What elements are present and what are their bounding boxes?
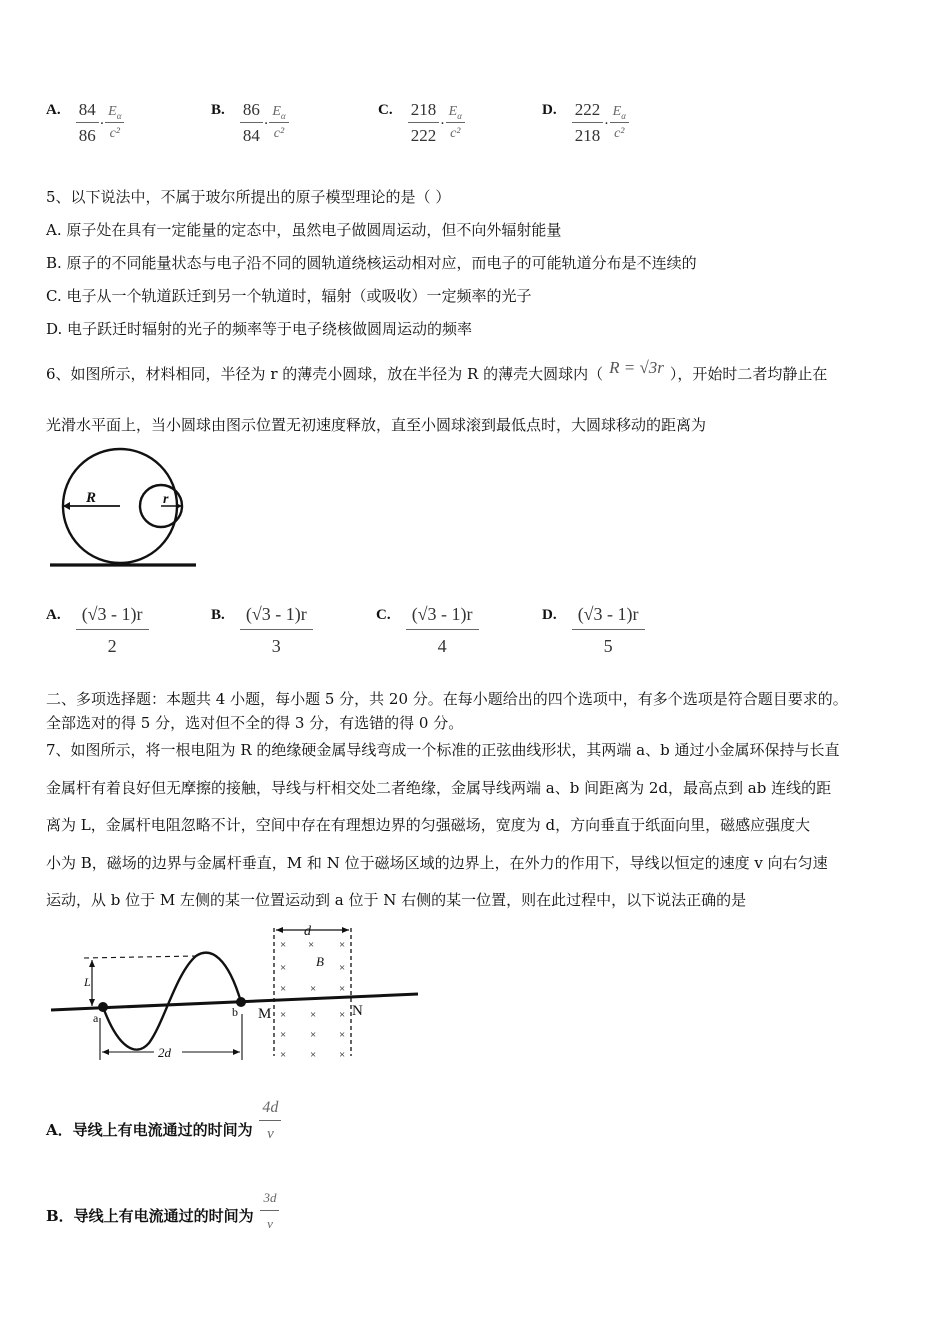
cross-mark: × bbox=[339, 1049, 346, 1061]
q5-option-b[interactable]: B. 原子的不同能量状态与电子沿不同的圆轨道绕核运动相对应，而电子的可能轨道分布是不连续的 bbox=[46, 254, 697, 272]
option-fraction: $\frac{(√3 - 1)r}{3}$ bbox=[240, 604, 313, 657]
q4-option[interactable]: D. $\frac{222}{218}$ · $\frac{E_\alpha}{\text{c²}}$ bbox=[542, 100, 629, 146]
section2-line1: 二、多项选择题：本题共 4 小题，每小题 5 分，共 20 分。在每小题给出的四个选项中，有多个选项是符合题目要求的。 bbox=[46, 690, 848, 708]
option-letter: D. bbox=[542, 101, 557, 118]
energy-fraction: $\frac{E_\alpha}{\text{c²}}$ bbox=[446, 104, 465, 143]
label-B: B bbox=[316, 954, 324, 969]
cross-mark: × bbox=[310, 983, 317, 995]
q6-option[interactable]: D. $\frac{(√3 - 1)r}{5}$ bbox=[542, 604, 645, 657]
q7-stem-line: 离为 L，金属杆电阻忽略不计，空间中存在有理想边界的匀强磁场，宽度为 d，方向垂直于纸面向里，磁感应强度大 bbox=[46, 816, 811, 834]
label-r: r bbox=[163, 492, 169, 507]
energy-fraction: $\frac{E_\alpha}{\text{c²}}$ bbox=[610, 104, 629, 143]
ring-a bbox=[98, 1002, 108, 1012]
q7-sine-wire-figure bbox=[46, 918, 426, 1068]
mass-ratio: $\frac{86}{84}$ bbox=[240, 100, 263, 146]
cross-mark: × bbox=[280, 1029, 287, 1041]
cross-mark: × bbox=[310, 1029, 317, 1041]
q5-option-c[interactable]: C. 电子从一个轨道跃迁到另一个轨道时，辐射（或吸收）一定频率的光子 bbox=[46, 287, 532, 305]
time-fraction: $\frac{4d}{v}$ bbox=[259, 1098, 281, 1144]
label-2d: 2d bbox=[158, 1045, 171, 1060]
label-b: b bbox=[232, 1005, 238, 1019]
q4-options bbox=[46, 100, 746, 152]
label-M: M bbox=[258, 1006, 272, 1022]
q7-stem-line: 小为 B，磁场的边界与金属杆垂直，M 和 N 位于磁场区域的边界上，在外力的作用下，导线以恒定的速度 v 向右匀速 bbox=[46, 854, 828, 872]
label-R: R bbox=[86, 490, 97, 506]
q7-stem-line: 运动，从 b 位于 M 左侧的某一位置运动到 a 位于 N 右侧的某一位置，则在此过程中，以下说法正确的是 bbox=[46, 891, 747, 909]
section2-line2: 全部选对的得 5 分，选对但不全的得 3 分，有选错的得 0 分。 bbox=[46, 714, 464, 732]
q6-option[interactable]: B. $\frac{(√3 - 1)r}{3}$ bbox=[211, 604, 313, 657]
q6-stem-line2: 光滑水平面上，当小圆球由图示位置无初速度释放，直至小圆球滚到最低点时，大圆球移动的距离为 bbox=[46, 416, 707, 434]
cross-mark: × bbox=[339, 939, 346, 951]
cross-mark: × bbox=[308, 939, 315, 951]
q6-option[interactable]: A. $\frac{(√3 - 1)r}{2}$ bbox=[46, 604, 149, 657]
amplitude-top-dashed bbox=[84, 956, 196, 958]
label-a: a bbox=[93, 1011, 99, 1025]
label-d: d bbox=[304, 924, 311, 939]
q7-stem-line: 金属杆有着良好但无摩擦的接触，导线与杆相交处二者绝缘，金属导线两端 a、b 间距离为 2d，最高点到 ab 连线的距 bbox=[46, 779, 832, 797]
cross-mark: × bbox=[339, 962, 346, 974]
q5-option-a[interactable]: A. 原子处在具有一定能量的定态中，虽然电子做圆周运动，但不向外辐射能量 bbox=[46, 221, 562, 239]
option-letter: C. bbox=[378, 101, 393, 118]
q6-sphere-figure bbox=[46, 446, 206, 574]
option-fraction: $\frac{(√3 - 1)r}{2}$ bbox=[76, 604, 149, 657]
cross-mark: × bbox=[310, 1049, 317, 1061]
option-fraction: $\frac{(√3 - 1)r}{4}$ bbox=[406, 604, 479, 657]
mass-ratio: $\frac{218}{222}$ bbox=[408, 100, 440, 146]
label-L: L bbox=[84, 975, 91, 989]
cross-mark: × bbox=[280, 939, 287, 951]
option-letter: B. bbox=[211, 101, 225, 118]
energy-fraction: $\frac{E_\alpha}{\text{c²}}$ bbox=[105, 104, 124, 143]
q7-stem-line: 7、如图所示，将一根电阻为 R 的绝缘硬金属导线弯成一个标准的正弦曲线形状，其两端 a、b 通过小金属环保持与长直 bbox=[46, 741, 840, 759]
cross-mark: × bbox=[280, 1049, 287, 1061]
q7-option-b[interactable]: B．导线上有电流通过的时间为 $\frac{3d}{v}$ bbox=[46, 1192, 279, 1238]
q6-options bbox=[46, 604, 746, 668]
cross-mark: × bbox=[280, 983, 287, 995]
label-N: N bbox=[352, 1003, 363, 1019]
cross-mark: × bbox=[339, 1009, 346, 1021]
q6-formula: R = √3r bbox=[609, 358, 664, 377]
cross-mark: × bbox=[339, 983, 346, 995]
q4-option[interactable]: C. $\frac{218}{222}$ · $\frac{E_\alpha}{\text{c²}}$ bbox=[378, 100, 465, 146]
option-letter: A. bbox=[46, 101, 61, 118]
q7-option-a[interactable]: A．导线上有电流通过的时间为 $\frac{4d}{v}$ bbox=[46, 1106, 281, 1152]
q6-stem-line1: 6、如图所示，材料相同，半径为 r 的薄壳小圆球，放在半径为 R 的薄壳大圆球内（ R = √3r ），开始时二者均静止在 bbox=[46, 358, 828, 383]
time-fraction: $\frac{3d}{v}$ bbox=[260, 1188, 279, 1234]
option-fraction: $\frac{(√3 - 1)r}{5}$ bbox=[572, 604, 645, 657]
q4-option[interactable]: A. $\frac{84}{86}$ · $\frac{E_\alpha}{\text{c²}}$ bbox=[46, 100, 124, 146]
q5-option-d[interactable]: D. 电子跃迁时辐射的光子的频率等于电子绕核做圆周运动的频率 bbox=[46, 320, 473, 338]
cross-mark: × bbox=[280, 1009, 287, 1021]
energy-fraction: $\frac{E_\alpha}{\text{c²}}$ bbox=[269, 104, 288, 143]
q4-option[interactable]: B. $\frac{86}{84}$ · $\frac{E_\alpha}{\text{c²}}$ bbox=[211, 100, 289, 146]
cross-mark: × bbox=[339, 1029, 346, 1041]
mass-ratio: $\frac{84}{86}$ bbox=[76, 100, 99, 146]
mass-ratio: $\frac{222}{218}$ bbox=[572, 100, 604, 146]
q6-option[interactable]: C. $\frac{(√3 - 1)r}{4}$ bbox=[376, 604, 479, 657]
cross-mark: × bbox=[310, 1009, 317, 1021]
cross-mark: × bbox=[280, 962, 287, 974]
q5-stem: 5、以下说法中，不属于玻尔所提出的原子模型理论的是（ ） bbox=[46, 188, 451, 206]
